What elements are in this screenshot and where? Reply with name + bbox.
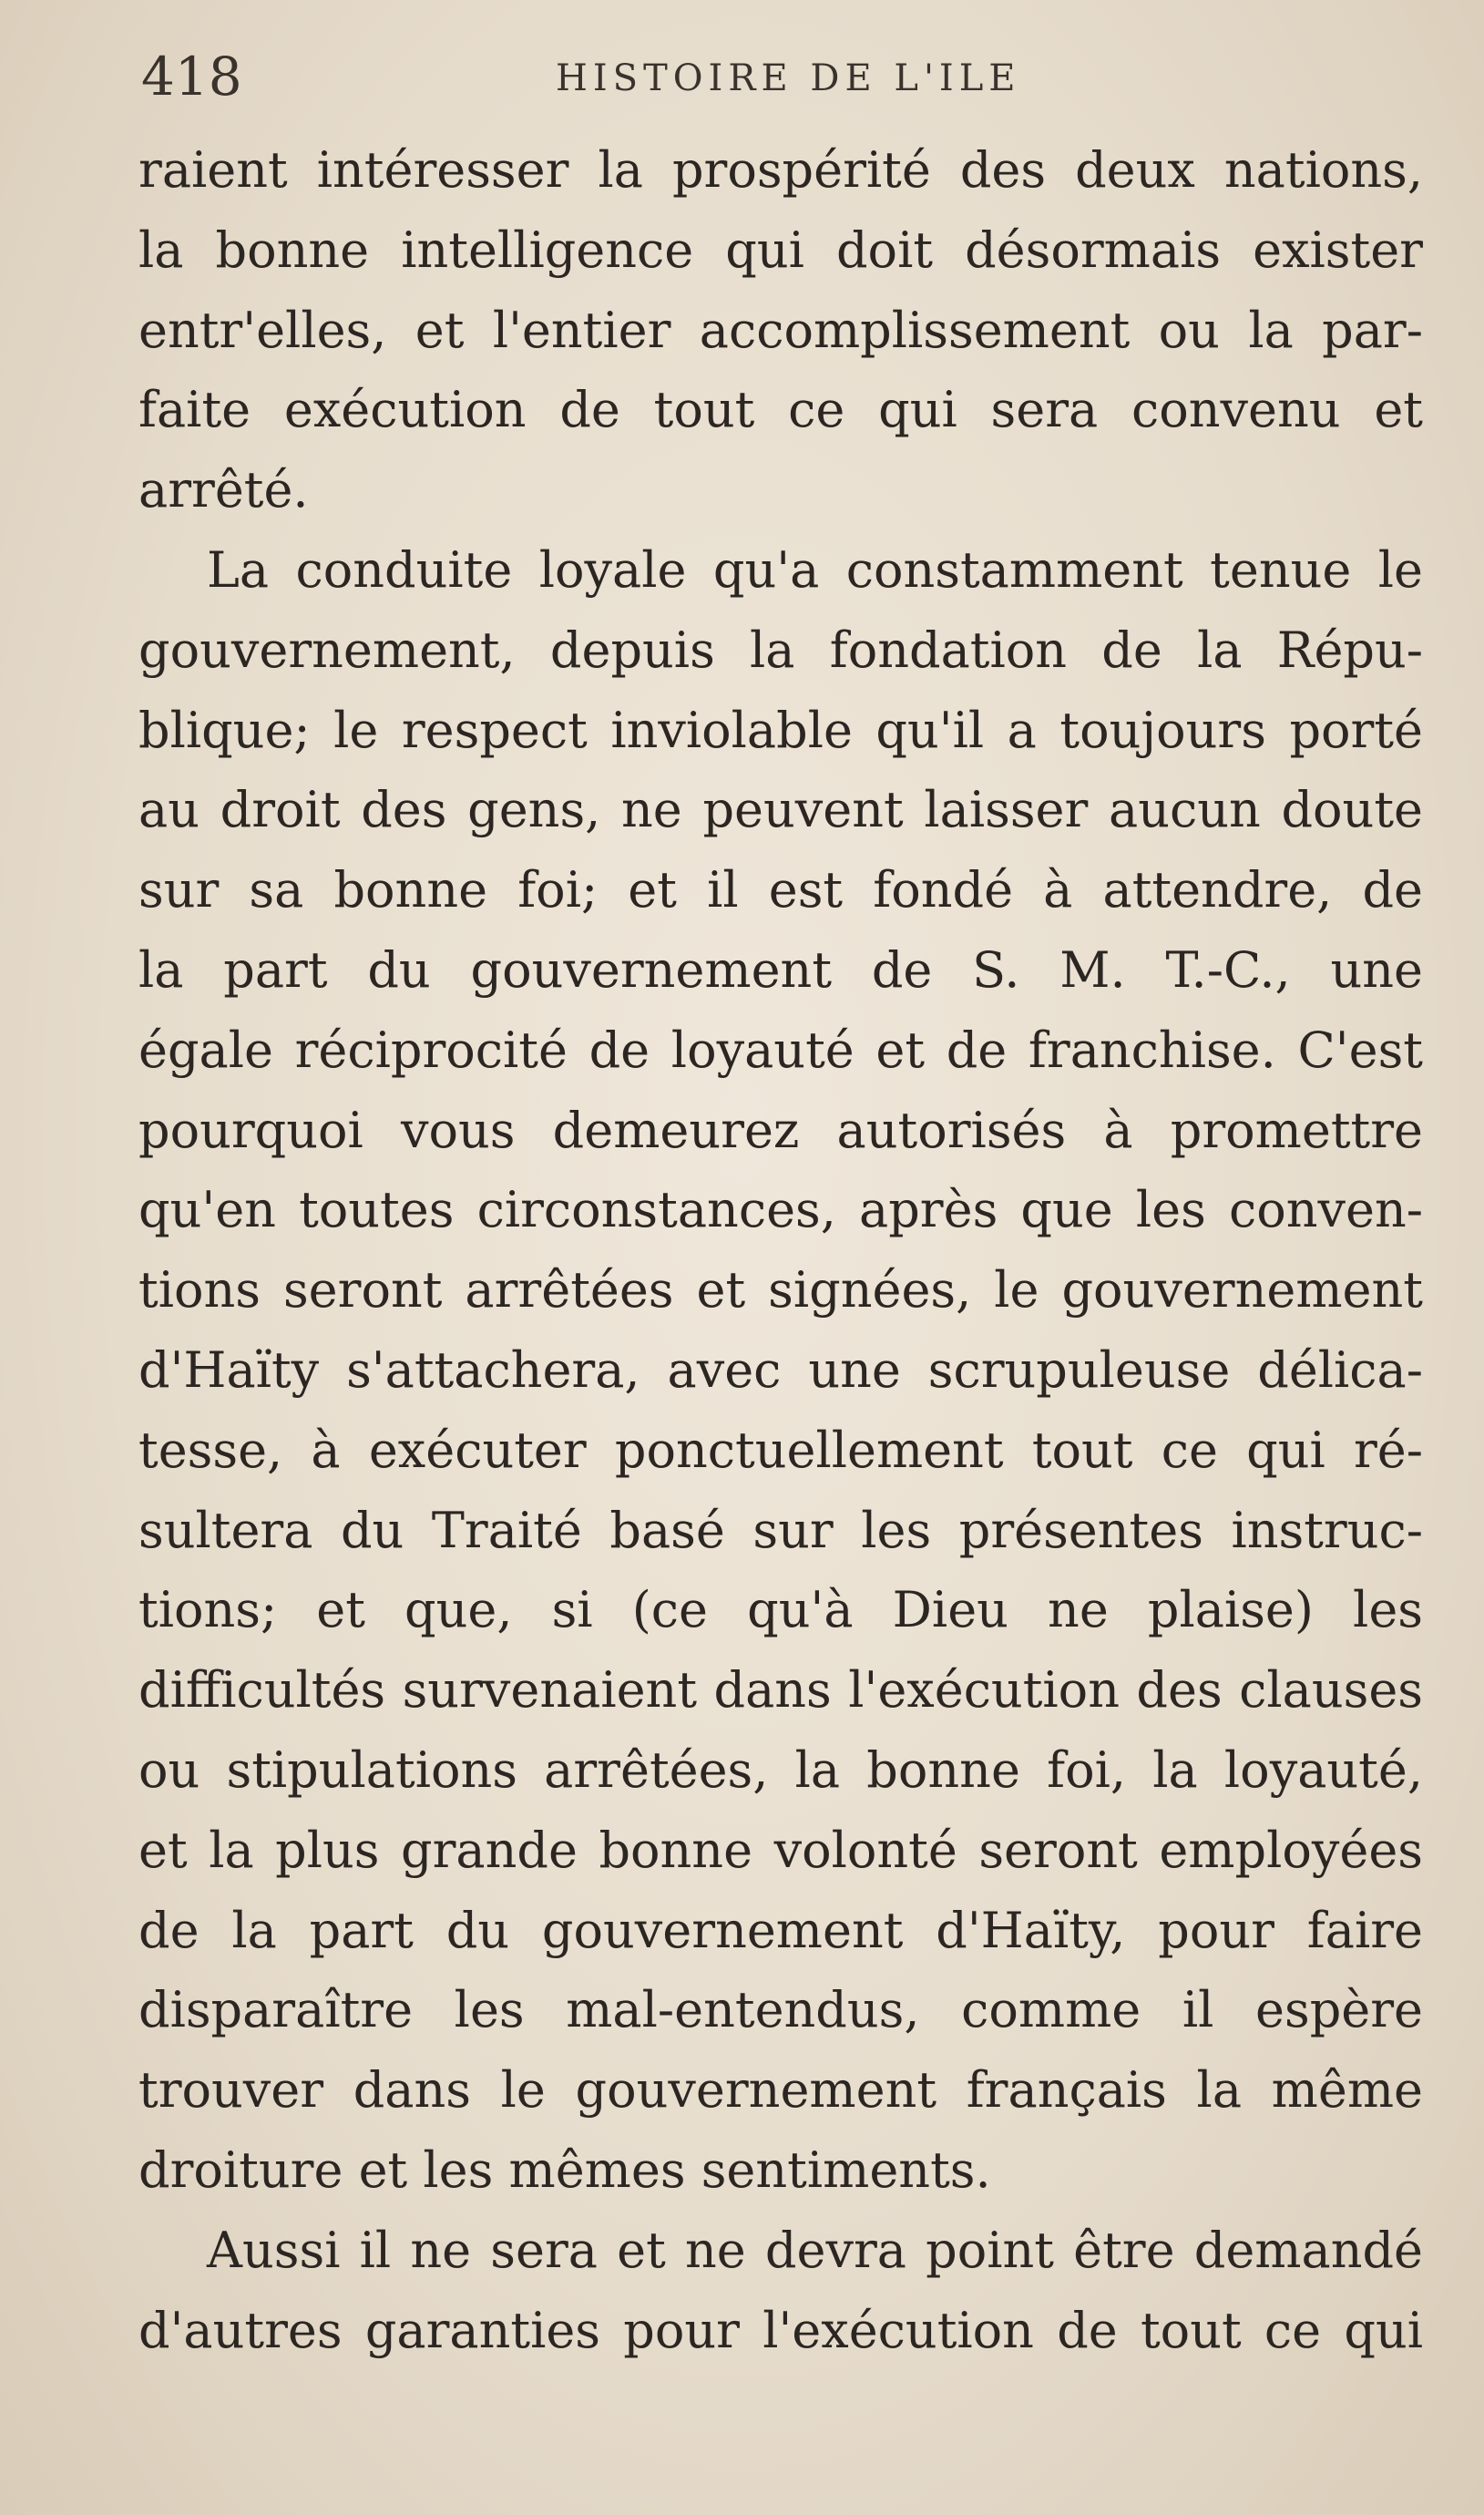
text-line: droiture et les mêmes sentiments. [138,2140,991,2199]
text-line: sur sa bonne foi; et il est fondé à attendre, de [138,861,1423,919]
page-number: 418 [141,46,242,108]
text-line: tions seront arrêtées et signées, le gouvernement [138,1261,1423,1319]
text-line: faite exécution de tout ce qui sera convenu et [138,381,1423,439]
text-line: entr'elles, et l'entier accomplissement ou la par- [138,301,1423,359]
text-line: pourquoi vous demeurez autorisés à promettre [138,1101,1423,1159]
paragraph-1 [138,130,1423,530]
text-line: trouver dans le gouvernement français la même [138,2061,1423,2120]
text-line: La conduite loyale qu'a constamment tenue le [207,540,1423,599]
paragraph-2 [138,530,1423,2211]
text-line: qu'en toutes circonstances, après que les conven- [138,1181,1423,1239]
text-line: tesse, à exécuter ponctuellement tout ce qui ré- [138,1421,1423,1479]
text-line: raient intéresser la prospérité des deux nations, [138,141,1423,199]
text-line: disparaître les mal-entendus, comme il espère [138,1981,1423,2039]
text-line: tions; et que, si (ce qu'à Dieu ne plaise) les [138,1581,1423,1639]
paragraph-3 [138,2211,1423,2371]
text-line: difficultés survenaient dans l'exécution des clauses [138,1661,1423,1719]
running-title: HISTOIRE DE L'ILE [556,57,1021,99]
text-line: Aussi il ne sera et ne devra point être demandé [207,2221,1423,2279]
running-head [141,40,1426,113]
text-line: au droit des gens, ne peuvent laisser aucun doute [138,781,1423,839]
text-line: d'autres garanties pour l'exécution de tout ce qui [138,2301,1423,2359]
text-line: de la part du gouvernement d'Haïty, pour faire [138,1901,1423,1959]
text-line: et la plus grande bonne volonté seront employées [138,1821,1423,1879]
text-line: égale réciprocité de loyauté et de franchise. C'est [138,1021,1423,1079]
text-line: d'Haïty s'attachera, avec une scrupuleuse délica- [138,1340,1423,1399]
text-line: la bonne intelligence qui doit désormais exister [138,221,1423,279]
text-line: sultera du Traité basé sur les présentes instruc- [138,1501,1423,1559]
text-line: ou stipulations arrêtées, la bonne foi, la loyauté, [138,1740,1423,1799]
text-line: blique; le respect inviolable qu'il a toujours porté [138,701,1423,759]
body-text [138,130,1423,2370]
text-line: arrêté. [138,461,309,519]
text-line: la part du gouvernement de S. M. T.-C., une [138,940,1423,999]
text-line: gouvernement, depuis la fondation de la Répu- [138,621,1423,679]
